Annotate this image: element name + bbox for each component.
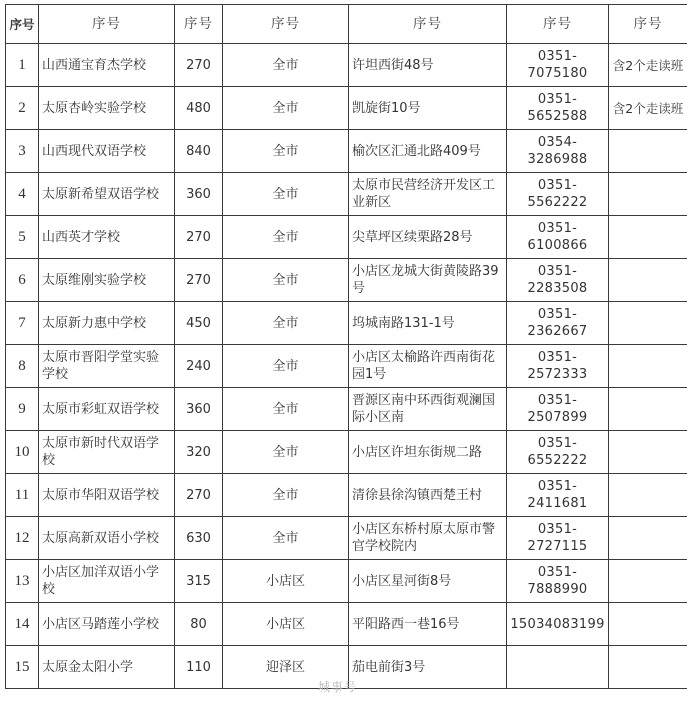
cell-note: 含2个走读班 [609,44,688,87]
table-row [6,302,688,345]
cell-area: 全市 [223,474,349,517]
cell-address: 太原市民营经济开发区工业新区 [349,173,507,216]
cell-note [609,130,688,173]
cell-address: 小店区许坦东街规二路 [349,431,507,474]
cell-index: 7 [6,302,39,345]
cell-address: 尖草坪区续栗路28号 [349,216,507,259]
cell-school-name: 太原市晋阳学堂实验学校 [39,345,175,388]
cell-note [609,345,688,388]
cell-school-name: 山西英才学校 [39,216,175,259]
table-row [6,388,688,431]
table-row [6,44,688,87]
table-row [6,345,688,388]
table-row [6,87,688,130]
cell-area: 全市 [223,388,349,431]
cell-enrollment: 110 [175,646,223,689]
cell-phone [507,646,609,689]
cell-index: 1 [6,44,39,87]
cell-index: 13 [6,560,39,603]
cell-area: 全市 [223,302,349,345]
cell-address: 平阳路西一巷16号 [349,603,507,646]
cell-phone: 0351-7888990 [507,560,609,603]
table-row [6,173,688,216]
cell-school-name: 太原高新双语小学校 [39,517,175,560]
cell-school-name: 太原市新时代双语学校 [39,431,175,474]
cell-note [609,431,688,474]
cell-enrollment: 240 [175,345,223,388]
cell-address: 晋源区南中环西街观澜国际小区南 [349,388,507,431]
header-row [6,5,688,44]
cell-note [609,603,688,646]
cell-school-name: 太原市彩虹双语学校 [39,388,175,431]
table-body [6,44,688,689]
cell-area: 全市 [223,517,349,560]
cell-note [609,302,688,345]
cell-phone: 0351-2727115 [507,517,609,560]
cell-enrollment: 270 [175,474,223,517]
cell-index: 11 [6,474,39,517]
cell-index: 4 [6,173,39,216]
cell-note [609,259,688,302]
table-row [6,431,688,474]
cell-enrollment: 360 [175,173,223,216]
cell-address: 榆次区汇通北路409号 [349,130,507,173]
cell-area: 全市 [223,173,349,216]
table-row [6,216,688,259]
cell-address: 小店区龙城大街黄陵路39号 [349,259,507,302]
cell-phone: 0351-6100866 [507,216,609,259]
cell-index: 5 [6,216,39,259]
watermark: 城事号 [318,680,358,694]
cell-school-name: 太原市华阳双语学校 [39,474,175,517]
cell-index: 10 [6,431,39,474]
cell-index: 8 [6,345,39,388]
school-table-sheet [5,4,687,705]
header-cell-phone: 序号 [507,5,609,44]
cell-area: 全市 [223,259,349,302]
cell-note [609,474,688,517]
cell-school-name: 小店区马踏莲小学校 [39,603,175,646]
cell-index: 12 [6,517,39,560]
cell-phone: 0351-6552222 [507,431,609,474]
cell-address: 凯旋街10号 [349,87,507,130]
cell-note [609,216,688,259]
cell-area: 全市 [223,130,349,173]
cell-note [609,517,688,560]
cell-phone: 0351-2507899 [507,388,609,431]
cell-address: 小店区星河街8号 [349,560,507,603]
cell-index: 6 [6,259,39,302]
cell-address: 清徐县徐沟镇西楚王村 [349,474,507,517]
cell-index: 15 [6,646,39,689]
cell-enrollment: 270 [175,216,223,259]
cell-area: 全市 [223,345,349,388]
cell-area: 小店区 [223,560,349,603]
table-row [6,560,688,603]
header-cell-address: 序号 [349,5,507,44]
cell-phone: 0351-2283508 [507,259,609,302]
cell-index: 3 [6,130,39,173]
cell-enrollment: 320 [175,431,223,474]
cell-area: 全市 [223,44,349,87]
cell-enrollment: 270 [175,259,223,302]
cell-enrollment: 360 [175,388,223,431]
cell-phone: 0351-5562222 [507,173,609,216]
cell-school-name: 太原维刚实验学校 [39,259,175,302]
header-cell-count: 序号 [175,5,223,44]
cell-note [609,646,688,689]
cell-address: 小店区东桥村原太原市警官学校院内 [349,517,507,560]
header-cell-name: 序号 [39,5,175,44]
cell-area: 小店区 [223,603,349,646]
table-row [6,517,688,560]
cell-phone: 0351-5652588 [507,87,609,130]
header-cell-area: 序号 [223,5,349,44]
table-row [6,603,688,646]
table-row [6,130,688,173]
cell-phone: 0351-2572333 [507,345,609,388]
cell-phone: 0354-3286988 [507,130,609,173]
cell-note [609,388,688,431]
school-table [5,4,687,689]
cell-enrollment: 630 [175,517,223,560]
header-cell-note: 序号 [609,5,688,44]
cell-school-name: 太原金太阳小学 [39,646,175,689]
cell-school-name: 太原新希望双语学校 [39,173,175,216]
cell-school-name: 小店区加洋双语小学校 [39,560,175,603]
cell-note [609,173,688,216]
cell-enrollment: 80 [175,603,223,646]
cell-note [609,560,688,603]
cell-area: 全市 [223,216,349,259]
cell-address: 许坦西街48号 [349,44,507,87]
cell-school-name: 山西现代双语学校 [39,130,175,173]
cell-enrollment: 480 [175,87,223,130]
cell-address: 小店区太榆路许西南街花园1号 [349,345,507,388]
cell-school-name: 太原新力惠中学校 [39,302,175,345]
cell-address: 坞城南路131-1号 [349,302,507,345]
cell-school-name: 山西通宝育杰学校 [39,44,175,87]
cell-index: 9 [6,388,39,431]
table-row [6,474,688,517]
cell-phone: 0351-2362667 [507,302,609,345]
cell-phone: 15034083199 [507,603,609,646]
cell-area: 全市 [223,87,349,130]
cell-area: 全市 [223,431,349,474]
cell-index: 2 [6,87,39,130]
cell-school-name: 太原杏岭实验学校 [39,87,175,130]
cell-phone: 0351-7075180 [507,44,609,87]
header-cell-index: 序号 [6,5,39,44]
cell-enrollment: 270 [175,44,223,87]
cell-index: 14 [6,603,39,646]
cell-enrollment: 315 [175,560,223,603]
cell-note: 含2个走读班 [609,87,688,130]
cell-area: 迎泽区 [223,646,349,689]
cell-enrollment: 840 [175,130,223,173]
cell-phone: 0351-2411681 [507,474,609,517]
table-row [6,259,688,302]
cell-address: 茄电前街3号 [349,646,507,689]
cell-enrollment: 450 [175,302,223,345]
